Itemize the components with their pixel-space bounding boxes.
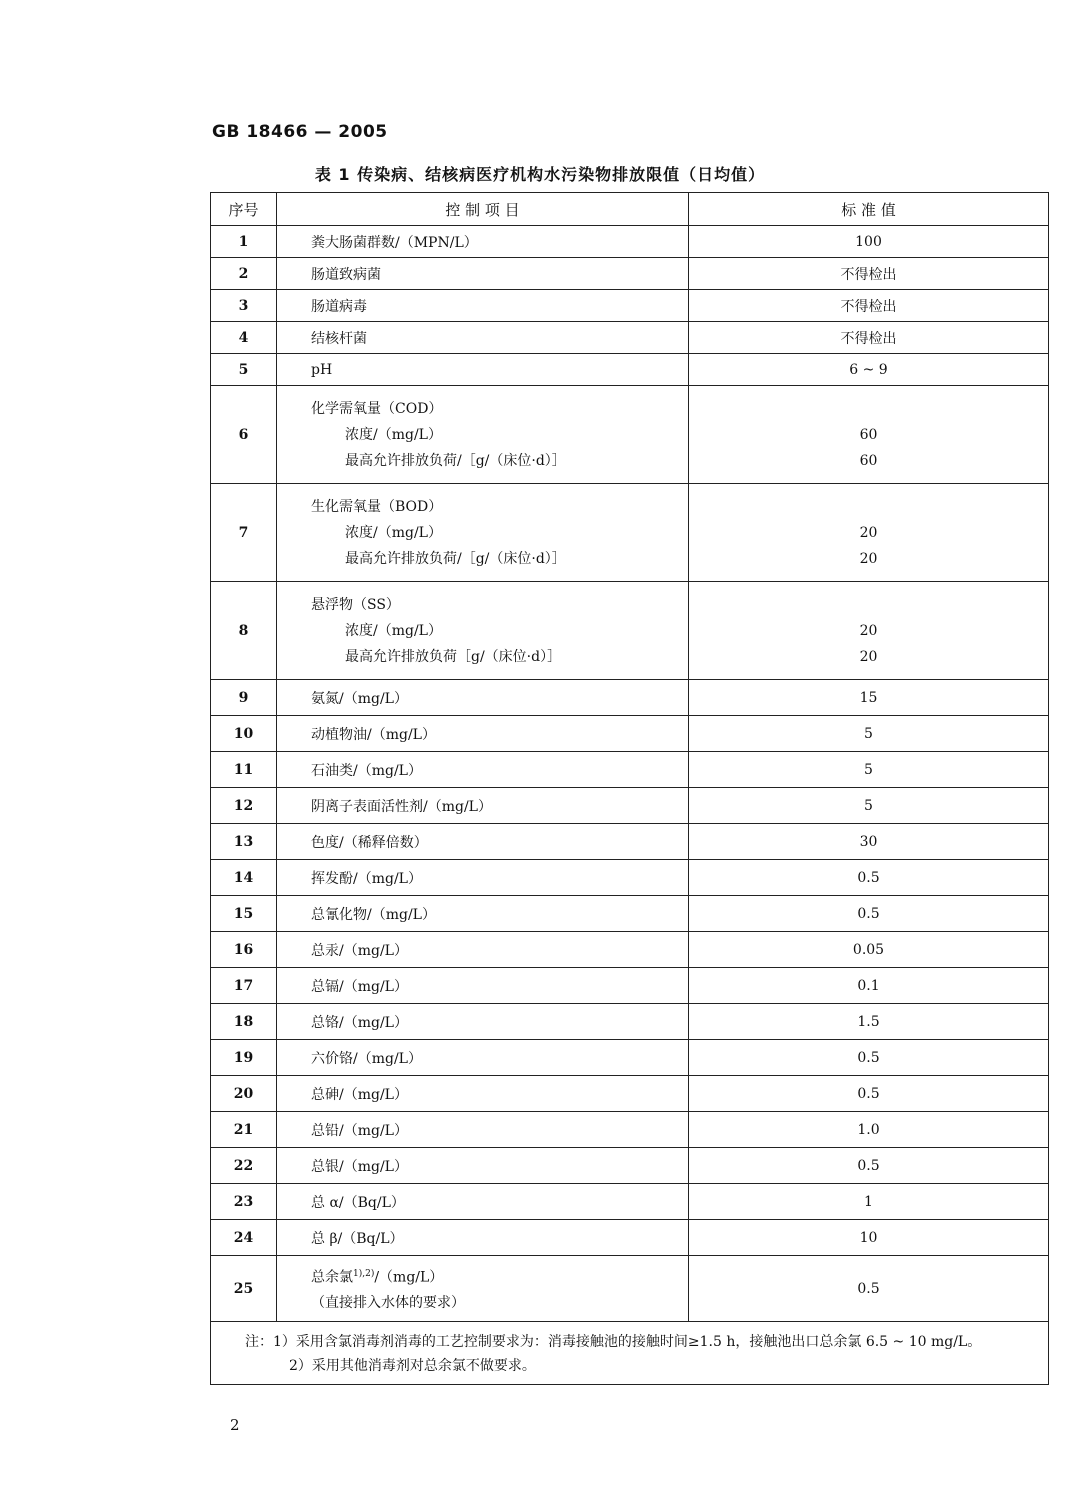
row-number: 12 — [211, 788, 277, 824]
row-number: 25 — [211, 1256, 277, 1322]
row-item — [277, 484, 689, 582]
row-value: 0.5 — [689, 1148, 1049, 1184]
row-subitem: 浓度/（mg/L） — [345, 524, 442, 541]
row-number: 4 — [211, 322, 277, 354]
row-item: 挥发酚/（mg/L） — [277, 860, 689, 896]
row-number: 21 — [211, 1112, 277, 1148]
row-subitem: 最高允许排放负荷/［g/（床位·d）］ — [345, 550, 566, 567]
table-row — [211, 322, 1049, 354]
row-value — [689, 386, 1049, 484]
row-value: 1.0 — [689, 1112, 1049, 1148]
column-header-no: 序号 — [211, 193, 277, 226]
row-item: 六价铬/（mg/L） — [277, 1040, 689, 1076]
row-number: 2 — [211, 258, 277, 290]
row-number: 10 — [211, 716, 277, 752]
row-item: 阴离子表面活性剂/（mg/L） — [277, 788, 689, 824]
row-value: 0.1 — [689, 968, 1049, 1004]
row-subitem: 最高允许排放负荷［g/（床位·d）］ — [345, 648, 562, 665]
table-row — [211, 968, 1049, 1004]
row-number: 20 — [211, 1076, 277, 1112]
note-1: 注：1）采用含氯消毒剂消毒的工艺控制要求为：消毒接触池的接触时间≥1.5 h，接触池出口总余氯 6.5 ~ 10 mg/L。 — [245, 1334, 982, 1350]
row-item: pH — [277, 354, 689, 386]
table-title: 表 1 传染病、结核病医疗机构水污染物排放限值（日均值） — [314, 165, 766, 184]
table-row — [211, 1256, 1049, 1322]
table-row — [211, 1220, 1049, 1256]
row-number: 24 — [211, 1220, 277, 1256]
table-row — [211, 484, 1049, 582]
row-item: 动植物油/（mg/L） — [277, 716, 689, 752]
table-row — [211, 290, 1049, 322]
row-number: 16 — [211, 932, 277, 968]
table-row — [211, 386, 1049, 484]
row-number: 17 — [211, 968, 277, 1004]
row-number: 14 — [211, 860, 277, 896]
row-subitem: 浓度/（mg/L） — [345, 426, 442, 443]
row-value: 0.5 — [689, 1040, 1049, 1076]
row-value: 15 — [689, 680, 1049, 716]
row-item: 肠道致病菌 — [277, 258, 689, 290]
table-header-row — [211, 193, 1049, 226]
row-value — [689, 582, 1049, 680]
row-subvalue: 20 — [859, 622, 878, 639]
footnote-ref: 1),2) — [353, 1268, 375, 1279]
table-row — [211, 258, 1049, 290]
row-value: 5 — [689, 716, 1049, 752]
row-item-title: 悬浮物（SS） — [311, 596, 400, 613]
table-row — [211, 1004, 1049, 1040]
table-row — [211, 226, 1049, 258]
row-subitem: 最高允许排放负荷/［g/（床位·d）］ — [345, 452, 566, 469]
row-value: 0.5 — [689, 860, 1049, 896]
row-value: 不得检出 — [689, 322, 1049, 354]
table-row — [211, 752, 1049, 788]
row-subvalue: 20 — [859, 524, 878, 541]
row-item-title: 生化需氧量（BOD） — [311, 498, 443, 515]
row-item: 粪大肠菌群数/（MPN/L） — [277, 226, 689, 258]
row-item: 总银/（mg/L） — [277, 1148, 689, 1184]
table-row — [211, 1040, 1049, 1076]
row-value: 0.05 — [689, 932, 1049, 968]
row-item: 总砷/（mg/L） — [277, 1076, 689, 1112]
row-subitem: 浓度/（mg/L） — [345, 622, 442, 639]
row-subitem: （直接排入水体的要求） — [311, 1295, 465, 1312]
row-item: 总氰化物/（mg/L） — [277, 896, 689, 932]
row-number: 5 — [211, 354, 277, 386]
table-row — [211, 824, 1049, 860]
row-number: 19 — [211, 1040, 277, 1076]
row-value: 6 ~ 9 — [689, 354, 1049, 386]
table-row — [211, 680, 1049, 716]
row-item: 总汞/（mg/L） — [277, 932, 689, 968]
row-item — [277, 582, 689, 680]
row-value: 0.5 — [689, 896, 1049, 932]
row-value: 100 — [689, 226, 1049, 258]
notes-row — [211, 1322, 1049, 1385]
row-number: 11 — [211, 752, 277, 788]
table-row — [211, 932, 1049, 968]
column-header-item: 控 制 项 目 — [277, 193, 689, 226]
table-row — [211, 1076, 1049, 1112]
row-item — [277, 386, 689, 484]
row-number: 23 — [211, 1184, 277, 1220]
table-row — [211, 354, 1049, 386]
table-notes — [211, 1322, 1049, 1385]
row-item — [277, 1256, 689, 1322]
row-value: 5 — [689, 788, 1049, 824]
table-row — [211, 896, 1049, 932]
row-value: 1.5 — [689, 1004, 1049, 1040]
row-number: 9 — [211, 680, 277, 716]
table-row — [211, 716, 1049, 752]
row-value: 不得检出 — [689, 258, 1049, 290]
row-item: 总镉/（mg/L） — [277, 968, 689, 1004]
row-value: 10 — [689, 1220, 1049, 1256]
row-item: 总 β/（Bq/L） — [277, 1220, 689, 1256]
row-value: 30 — [689, 824, 1049, 860]
row-value: 1 — [689, 1184, 1049, 1220]
note-2: 2）采用其他消毒剂对总余氯不做要求。 — [289, 1358, 536, 1374]
row-subvalue: 20 — [859, 550, 878, 567]
row-item-title: 总余氯$^{1),2)}$/（mg/L） — [311, 1268, 444, 1286]
row-number: 1 — [211, 226, 277, 258]
column-header-value: 标 准 值 — [689, 193, 1049, 226]
row-item: 石油类/（mg/L） — [277, 752, 689, 788]
row-number: 18 — [211, 1004, 277, 1040]
row-value: 0.5 — [689, 1076, 1049, 1112]
page-number: 2 — [230, 1416, 240, 1434]
document-id: GB 18466 — 2005 — [212, 122, 388, 142]
row-subvalue: 20 — [859, 648, 878, 665]
table-row — [211, 788, 1049, 824]
row-value: 0.5 — [689, 1256, 1049, 1322]
table-row — [211, 1148, 1049, 1184]
row-item-title: 化学需氧量（COD） — [311, 400, 443, 417]
row-item: 氨氮/（mg/L） — [277, 680, 689, 716]
row-item: 结核杆菌 — [277, 322, 689, 354]
row-item: 总铅/（mg/L） — [277, 1112, 689, 1148]
row-subvalue: 60 — [859, 426, 878, 443]
row-number: 15 — [211, 896, 277, 932]
row-value: 不得检出 — [689, 290, 1049, 322]
row-item: 肠道病毒 — [277, 290, 689, 322]
table-row — [211, 1184, 1049, 1220]
row-number: 3 — [211, 290, 277, 322]
table-row — [211, 860, 1049, 896]
row-number: 13 — [211, 824, 277, 860]
row-number: 8 — [211, 582, 277, 680]
row-number: 22 — [211, 1148, 277, 1184]
row-number: 7 — [211, 484, 277, 582]
row-value: 5 — [689, 752, 1049, 788]
row-value — [689, 484, 1049, 582]
row-subvalue: 60 — [859, 452, 878, 469]
row-item: 总 α/（Bq/L） — [277, 1184, 689, 1220]
table-row — [211, 582, 1049, 680]
table-row — [211, 1112, 1049, 1148]
row-number: 6 — [211, 386, 277, 484]
row-item: 总铬/（mg/L） — [277, 1004, 689, 1040]
row-item: 色度/（稀释倍数） — [277, 824, 689, 860]
emission-limits-table — [210, 192, 1049, 1385]
